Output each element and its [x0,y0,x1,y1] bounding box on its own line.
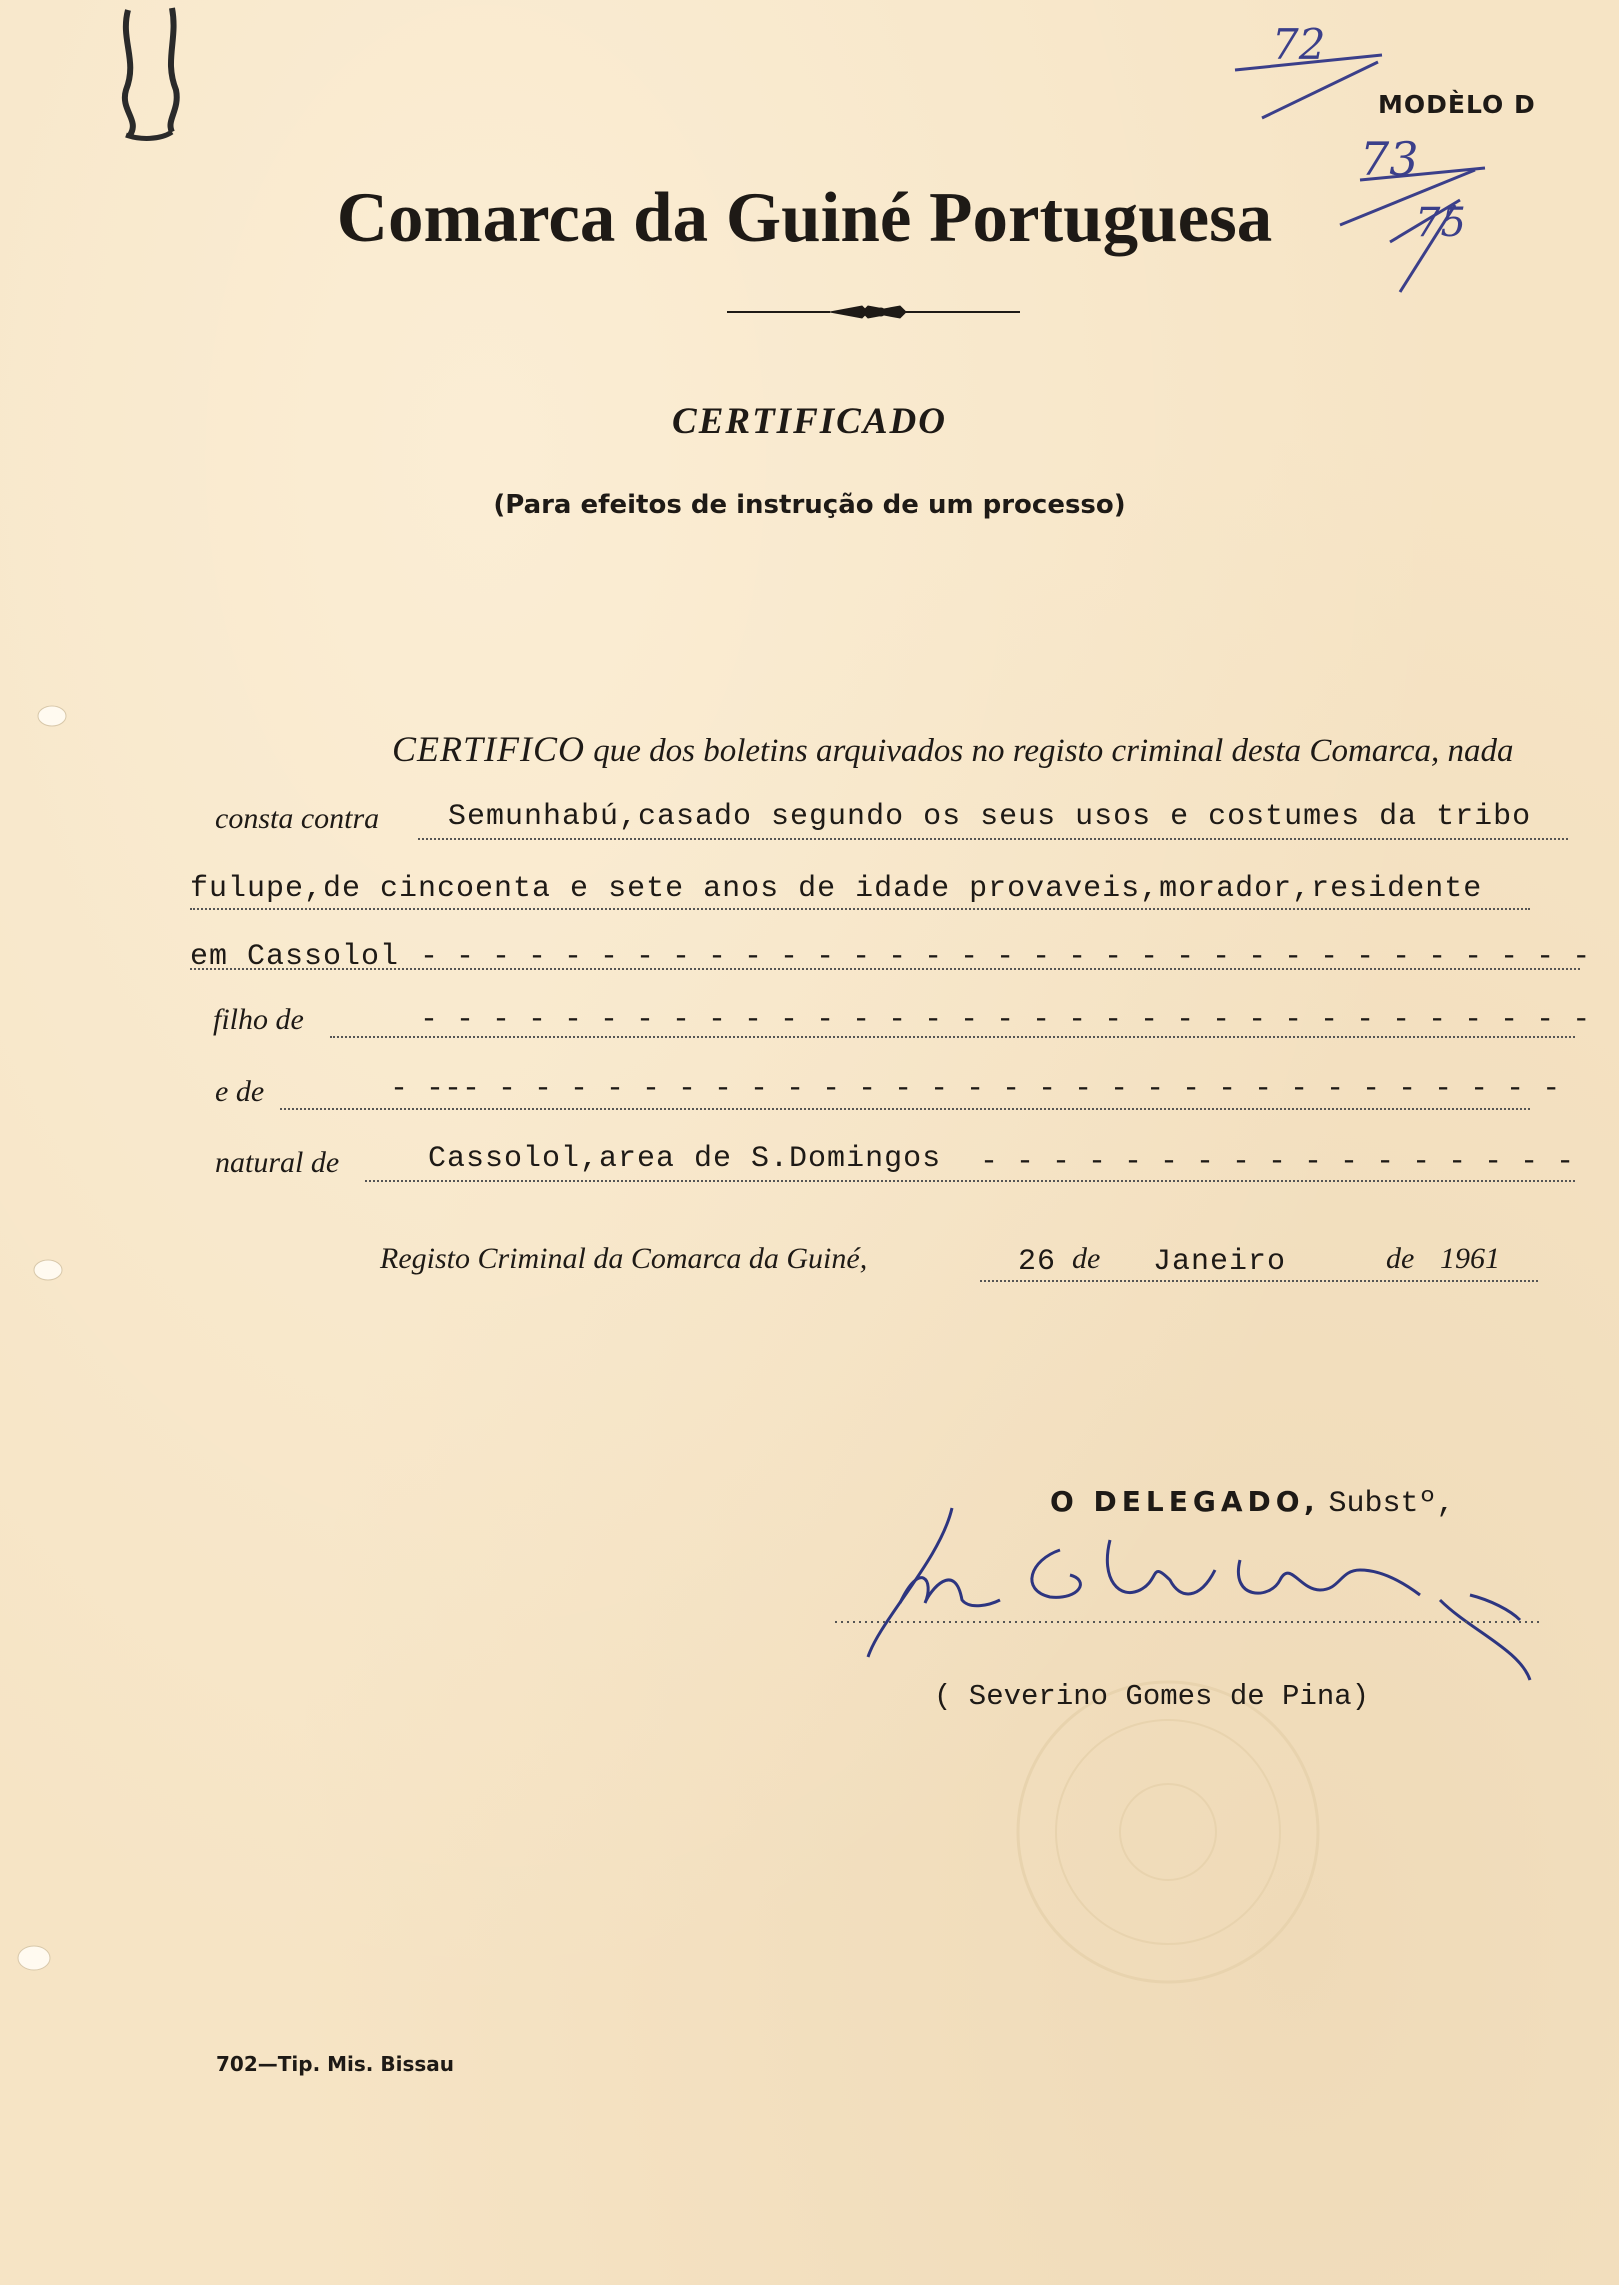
certification-lead: CERTIFICO [392,729,585,769]
date-dotline [980,1280,1538,1282]
natural-dotline [365,1180,1575,1182]
line3-value: em Cassolol [190,940,400,974]
consta-dotline [418,838,1568,840]
filho-label: filho de [213,1003,304,1036]
line3-filler-dashes: - - - - - - - - - - - - - - - - - - - - - - - - - - - - - - - - - [420,940,1591,974]
natural-filler-dashes: - - - - - - - - - - - - - - - - - [980,1145,1575,1179]
e-de-filler-dashes: - --- - - - - - - - - - - - - - - - - - - - - - - - - - - - - - - [390,1072,1561,1106]
signer-name: ( Severino Gomes de Pina) [934,1680,1370,1713]
certification-intro [392,728,1514,770]
model-label: MODÈLO D [1378,90,1536,119]
date-de-1: de [1072,1242,1101,1275]
punch-holes [18,706,66,1970]
page-number: 73 [1360,132,1419,186]
filho-filler-dashes: - - - - - - - - - - - - - - - - - - - - - - - - - - - - - - - - - [420,1003,1591,1037]
e-de-dotline [280,1108,1530,1110]
title-separator [727,306,1020,318]
signature-role [1050,1485,1455,1521]
date-de-2: de [1386,1242,1415,1275]
court-title: Comarca da Guiné Portuguesa [336,179,1273,257]
line2-value: fulupe,de cincoenta e sete anos de idade provaveis,morador,residente [190,872,1483,906]
certification-text: que dos boletins arquivados no registo criminal desta Comarca, nada [593,733,1514,769]
document-type-title: CERTIFICADO [672,401,947,442]
consta-value: Semunhabú,casado segundo os seus usos e costumes da tribo [448,800,1532,834]
date-year: 1961 [1440,1242,1500,1275]
date-label: Registo Criminal da Comarca da Guiné, [380,1242,868,1275]
signature-role-title: O DELEGADO, [1050,1485,1320,1518]
document-subtitle: (Para efeitos de instrução de um processo) [493,490,1126,520]
line2-dotline [190,908,1530,910]
date-month: Janeiro [1153,1245,1287,1279]
page-total: 75 [1415,200,1466,246]
natural-value: Cassolol,area de S.Domingos [428,1142,942,1176]
struck-page-number: 72 [1272,20,1326,69]
date-day: 26 [1018,1245,1057,1279]
printer-imprint: 702—Tip. Mis. Bissau [216,2052,454,2076]
embossed-seal [1018,1682,1318,1982]
e-de-label: e de [215,1075,265,1108]
natural-label: natural de [215,1146,340,1179]
signature-scribble [868,1508,1530,1680]
signature-role-suffix: Substº, [1328,1487,1455,1521]
consta-label: consta contra [215,802,380,835]
staple-icon [125,8,177,138]
